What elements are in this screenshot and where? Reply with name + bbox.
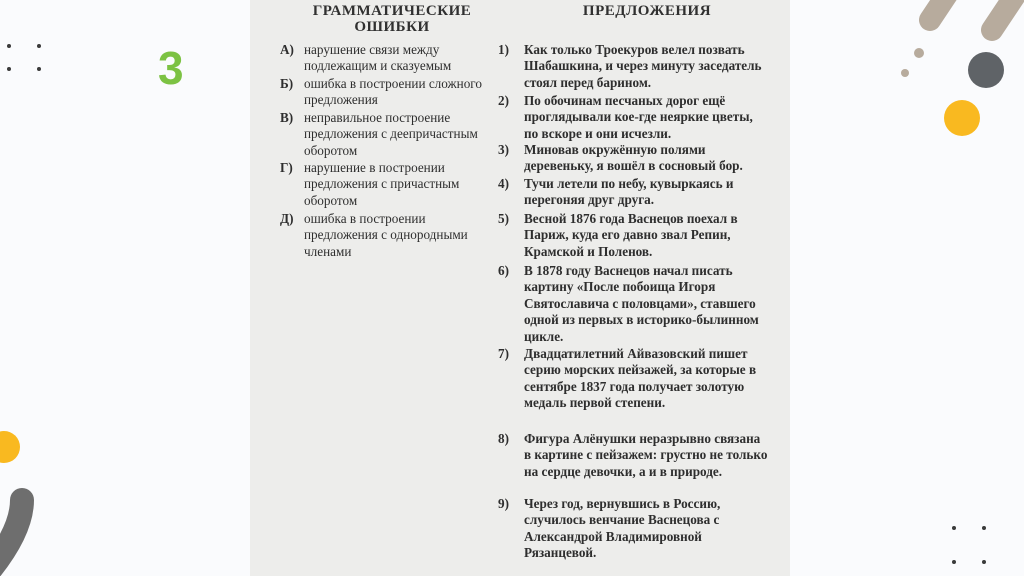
item-marker: 7)	[498, 346, 509, 361]
sentence-item	[498, 211, 768, 260]
decor-dot	[37, 67, 41, 71]
item-marker: Б)	[280, 76, 294, 91]
item-marker: В)	[280, 110, 294, 125]
decor-dot	[952, 526, 956, 530]
item-marker: Г)	[280, 160, 293, 175]
item-marker: А)	[280, 42, 294, 57]
decor-dot	[7, 67, 11, 71]
item-marker: 1)	[498, 42, 509, 57]
item-marker: 6)	[498, 263, 509, 278]
item-text: ошибка в построении предложения с однородными членами	[304, 211, 468, 259]
sentence-item	[498, 346, 768, 412]
item-text: нарушение связи между подлежащим и сказуемым	[304, 42, 452, 74]
scanned-page	[250, 0, 790, 576]
item-text: Миновав окружённую полями деревеньку, я вошёл в сосновый бор.	[524, 142, 743, 174]
heading-line: ОШИБКИ	[354, 19, 430, 35]
heading-line: ГРАММАТИЧЕСКИЕ	[312, 3, 472, 19]
item-marker: 2)	[498, 93, 509, 108]
item-text: Через год, вернувшись в Россию, случилось венчание Васнецова с Александрой Владимировной Рязанцевой.	[524, 496, 721, 561]
item-marker: 8)	[498, 431, 509, 446]
right-column-heading	[512, 3, 782, 19]
item-text: нарушение в построении предложения с причастным оборотом	[304, 160, 460, 208]
sentence-item	[498, 93, 768, 142]
item-text: Тучи летели по небу, кувыркаясь и перегоняя друг друга.	[524, 176, 734, 208]
item-marker: 9)	[498, 496, 509, 511]
item-text: Весной 1876 года Васнецов поехал в Париж, куда его давно звал Репин, Крамской и Поленов.	[524, 211, 738, 259]
error-type-item	[280, 76, 486, 109]
item-text: неправильное построение предложения с деепричастным оборотом	[304, 110, 478, 158]
decor-dot	[37, 44, 41, 48]
decor-shapes-bottom-left	[0, 420, 60, 576]
item-text: ошибка в построении сложного предложения	[304, 76, 482, 108]
decor-dot	[982, 526, 986, 530]
item-text: В 1878 году Васнецов начал писать картину «После побоища Игоря Святославича с половцами», ставшего одной из первых в историко-былинном цикле.	[524, 263, 759, 344]
item-marker: 4)	[498, 176, 509, 191]
item-text: Фигура Алёнушки неразрывно связана в картине с пейзажем: грустно не только на сердце девочки, а и в природе.	[524, 431, 768, 479]
item-text: Как только Троекуров велел позвать Шабашкина, и через минуту заседатель стоял перед барином.	[524, 42, 762, 90]
item-marker: Д)	[280, 211, 294, 226]
error-type-item	[280, 211, 486, 260]
sentence-item	[498, 431, 768, 480]
left-column-heading	[272, 3, 512, 35]
item-marker: 3)	[498, 142, 509, 157]
slide-number: 3	[158, 42, 184, 94]
sentence-item	[498, 142, 768, 175]
item-marker: 5)	[498, 211, 509, 226]
heading-line: ПРЕДЛОЖЕНИЯ	[582, 3, 712, 19]
item-text: Двадцатилетний Айвазовский пишет серию морских пейзажей, за которые в сентябре 1837 года получает золотую медаль первой степени.	[524, 346, 757, 411]
error-type-item	[280, 160, 486, 209]
error-type-item	[280, 110, 486, 159]
sentence-item	[498, 496, 768, 562]
sentence-item	[498, 176, 768, 209]
sentence-item	[498, 42, 768, 91]
item-text: По обочинам песчаных дорог ещё проглядывали кое-где неяркие цветы, по вскоре и они исчезли.	[524, 93, 753, 141]
error-type-item	[280, 42, 486, 75]
decor-dot	[7, 44, 11, 48]
sentence-item	[498, 263, 768, 345]
decor-dot	[952, 560, 956, 564]
decor-shapes-top-right	[880, 0, 1024, 150]
decor-dot	[982, 560, 986, 564]
